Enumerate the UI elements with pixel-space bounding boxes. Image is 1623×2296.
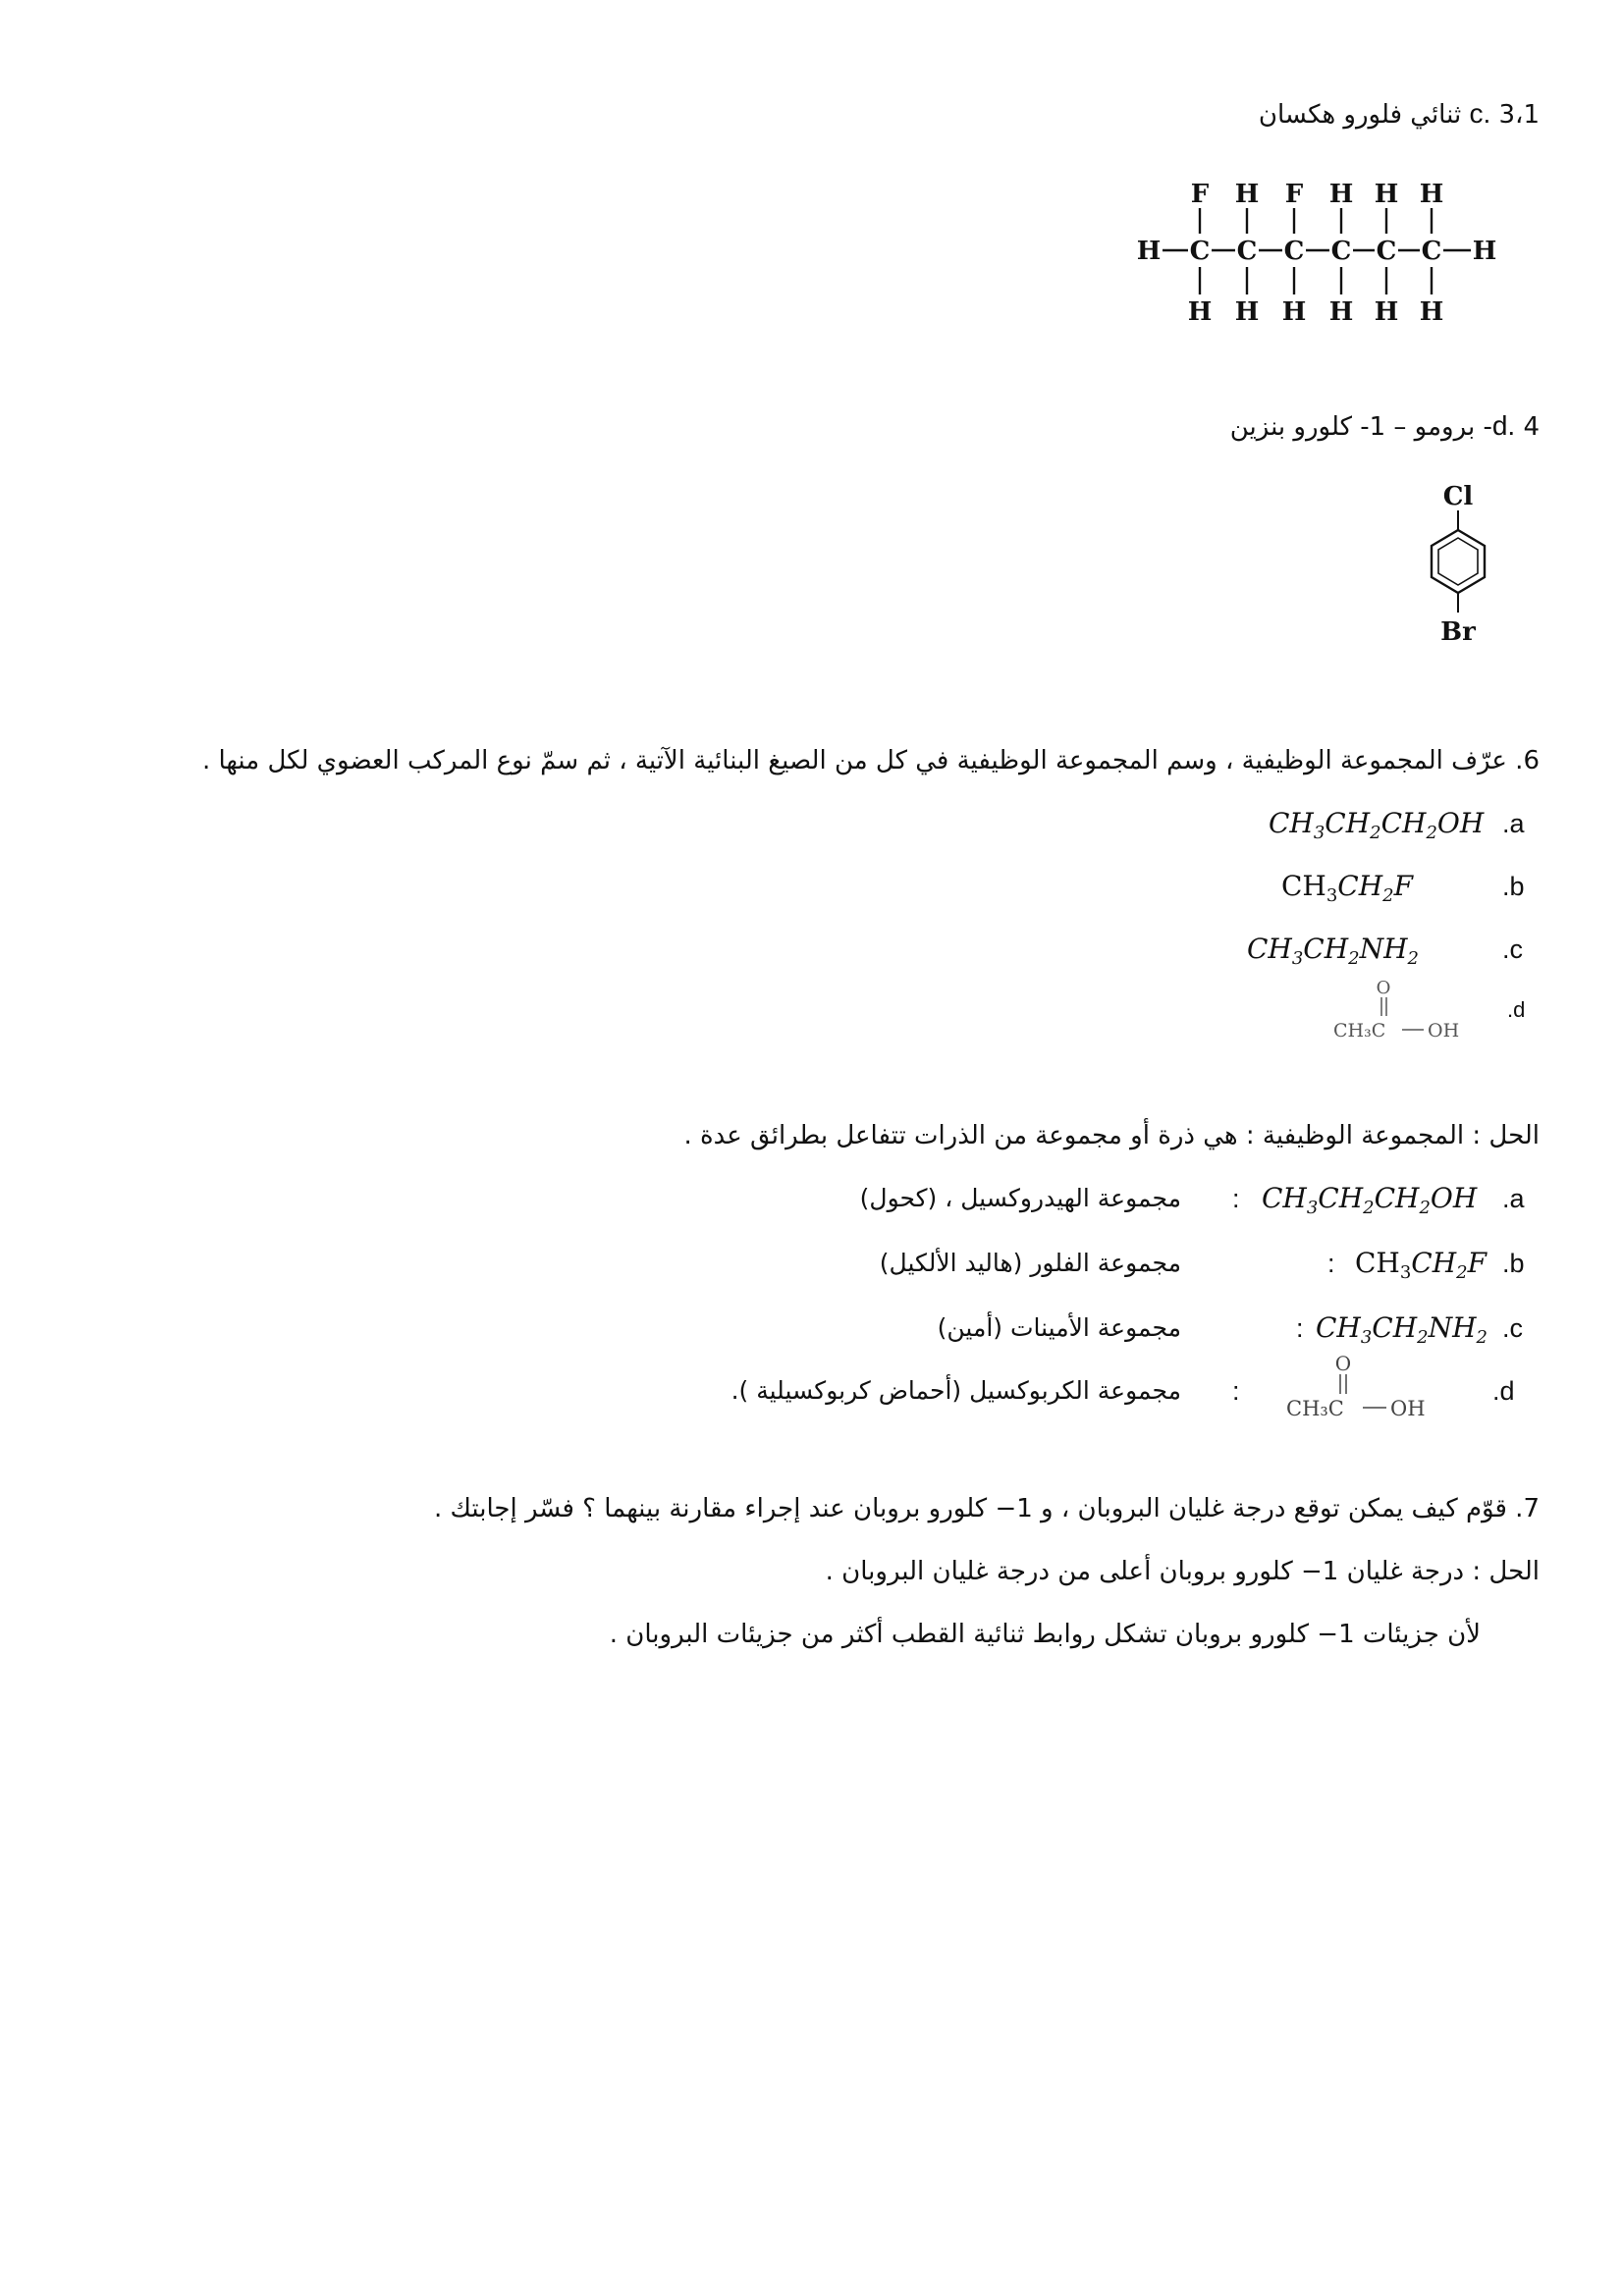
q7-answer-2: لأن جزيئات 1− كلورو بروبان تشكل روابط ثنائية القطب أكثر من جزيئات البروبان . [609, 1620, 1481, 1649]
hexane-top-atom: F [1190, 180, 1210, 209]
q6-answer-colon: : [1327, 1249, 1335, 1278]
part-c-label: c. [1469, 98, 1491, 129]
q6-formula-c: $CH_3CH_2NH_2$ [1247, 933, 1419, 969]
q6-item-b-label: .b [1502, 872, 1525, 901]
q6-answer-group-c: مجموعة الأمينات (أمين) [937, 1313, 1181, 1342]
q6-answer-b-label: .b [1502, 1249, 1525, 1278]
part-d-title: 4- برومو – 1- كلورو بنزين [1229, 412, 1540, 442]
hexane-carbon: C [1283, 237, 1305, 266]
q7-answer-1: الحل : درجة غليان 1− كلورو بروبان أعلى من درجة غليان البروبان . [825, 1557, 1540, 1586]
answer-acetic-acid-structure [1276, 1353, 1443, 1423]
q6-item-d-label: .d [1507, 997, 1526, 1022]
hexane-top-atom: H [1374, 180, 1399, 209]
q6-answer-formula-a: $CH_3CH_2CH_2OH$ [1262, 1182, 1478, 1218]
q6-formula-b: $CH_3CH_2F$ [1281, 870, 1414, 906]
acid-hydroxyl: OH [1428, 1020, 1460, 1041]
q6-answer-group-a: مجموعة الهيدروكسيل ، (كحول) [859, 1184, 1181, 1212]
hexane-bottom-atom: H [1328, 297, 1354, 327]
acid-left-group: CH₃C [1333, 1020, 1386, 1041]
hexane-bottom-atom: H [1374, 297, 1399, 327]
q6-answer-colon: : [1296, 1313, 1304, 1343]
hexane-carbon: C [1189, 237, 1211, 266]
hexane-h-left: H [1136, 237, 1162, 266]
hexane-bottom-atom: H [1419, 297, 1444, 327]
chloro-atom-label: Cl [1442, 482, 1474, 511]
hexane-bottom-atom: H [1187, 297, 1213, 327]
q6-answer-colon: : [1232, 1376, 1240, 1406]
q6-answer-colon: : [1232, 1184, 1240, 1213]
q6-answer-group-d: مجموعة الكربوكسيل (أحماض كربوكسيلية ). [730, 1376, 1181, 1405]
acetic-acid-structure [1325, 977, 1473, 1045]
part-d-heading [1230, 410, 1540, 442]
hexane-carbon: C [1330, 237, 1352, 266]
q6-answer-a-label: .a [1502, 1184, 1525, 1213]
acid-oxygen: O [1334, 1353, 1352, 1375]
hexane-bottom-atom: H [1281, 297, 1307, 327]
q6-item-c-label: .c [1502, 934, 1524, 964]
hexane-top-atom: H [1419, 180, 1444, 209]
part-c-heading [1259, 98, 1540, 130]
q6-answer-formula-c: $CH_3CH_2NH_2$ [1316, 1311, 1488, 1348]
hexane-carbon: C [1421, 237, 1442, 266]
q6-answer-formula-b: $CH_3CH_2F$ [1355, 1247, 1488, 1283]
bromochlorobenzene-structure [1414, 481, 1502, 658]
q6-solution-intro: الحل : المجموعة الوظيفية : هي ذرة أو مجموعة من الذرات تتفاعل بطرائق عدة . [683, 1121, 1540, 1150]
q6-item-a-label: .a [1502, 809, 1525, 838]
hexane-top-atom: H [1328, 180, 1354, 209]
hexane-carbon: C [1236, 237, 1258, 266]
difluorohexane-structure [1129, 177, 1512, 334]
hexane-bottom-atom: H [1234, 297, 1260, 327]
q6-answer-c-label: .c [1502, 1313, 1524, 1343]
bromo-atom-label: Br [1440, 617, 1476, 647]
acid-hydroxyl: OH [1390, 1397, 1426, 1420]
q6-answer-d-label: .d [1492, 1376, 1515, 1406]
q6-answer-group-b: مجموعة الفلور (هاليد الألكيل) [879, 1249, 1181, 1277]
hexane-top-atom: F [1284, 180, 1304, 209]
acid-oxygen: O [1376, 978, 1391, 998]
acid-left-group: CH₃C [1286, 1397, 1344, 1420]
part-d-label: d. [1491, 410, 1516, 441]
q6-formula-a: $CH_3CH_2CH_2OH$ [1269, 807, 1485, 843]
hexane-carbon: C [1376, 237, 1397, 266]
question-6: 6. عرّف المجموعة الوظيفية ، وسم المجموعة الوظيفية في كل من الصيغ البنائية الآتية ، ثم سمّ نوع المركب العضوي لكل منها . [201, 746, 1540, 775]
hexane-h-right: H [1472, 237, 1497, 266]
hexane-top-atom: H [1234, 180, 1260, 209]
part-c-title: 3،1 ثنائي فلورو هكسان [1258, 100, 1540, 130]
question-7: 7. قوّم كيف يمكن توقع درجة غليان البروبان ، و 1− كلورو بروبان عند إجراء مقارنة بينهما ؟ فسّر إجابتك . [433, 1494, 1540, 1523]
